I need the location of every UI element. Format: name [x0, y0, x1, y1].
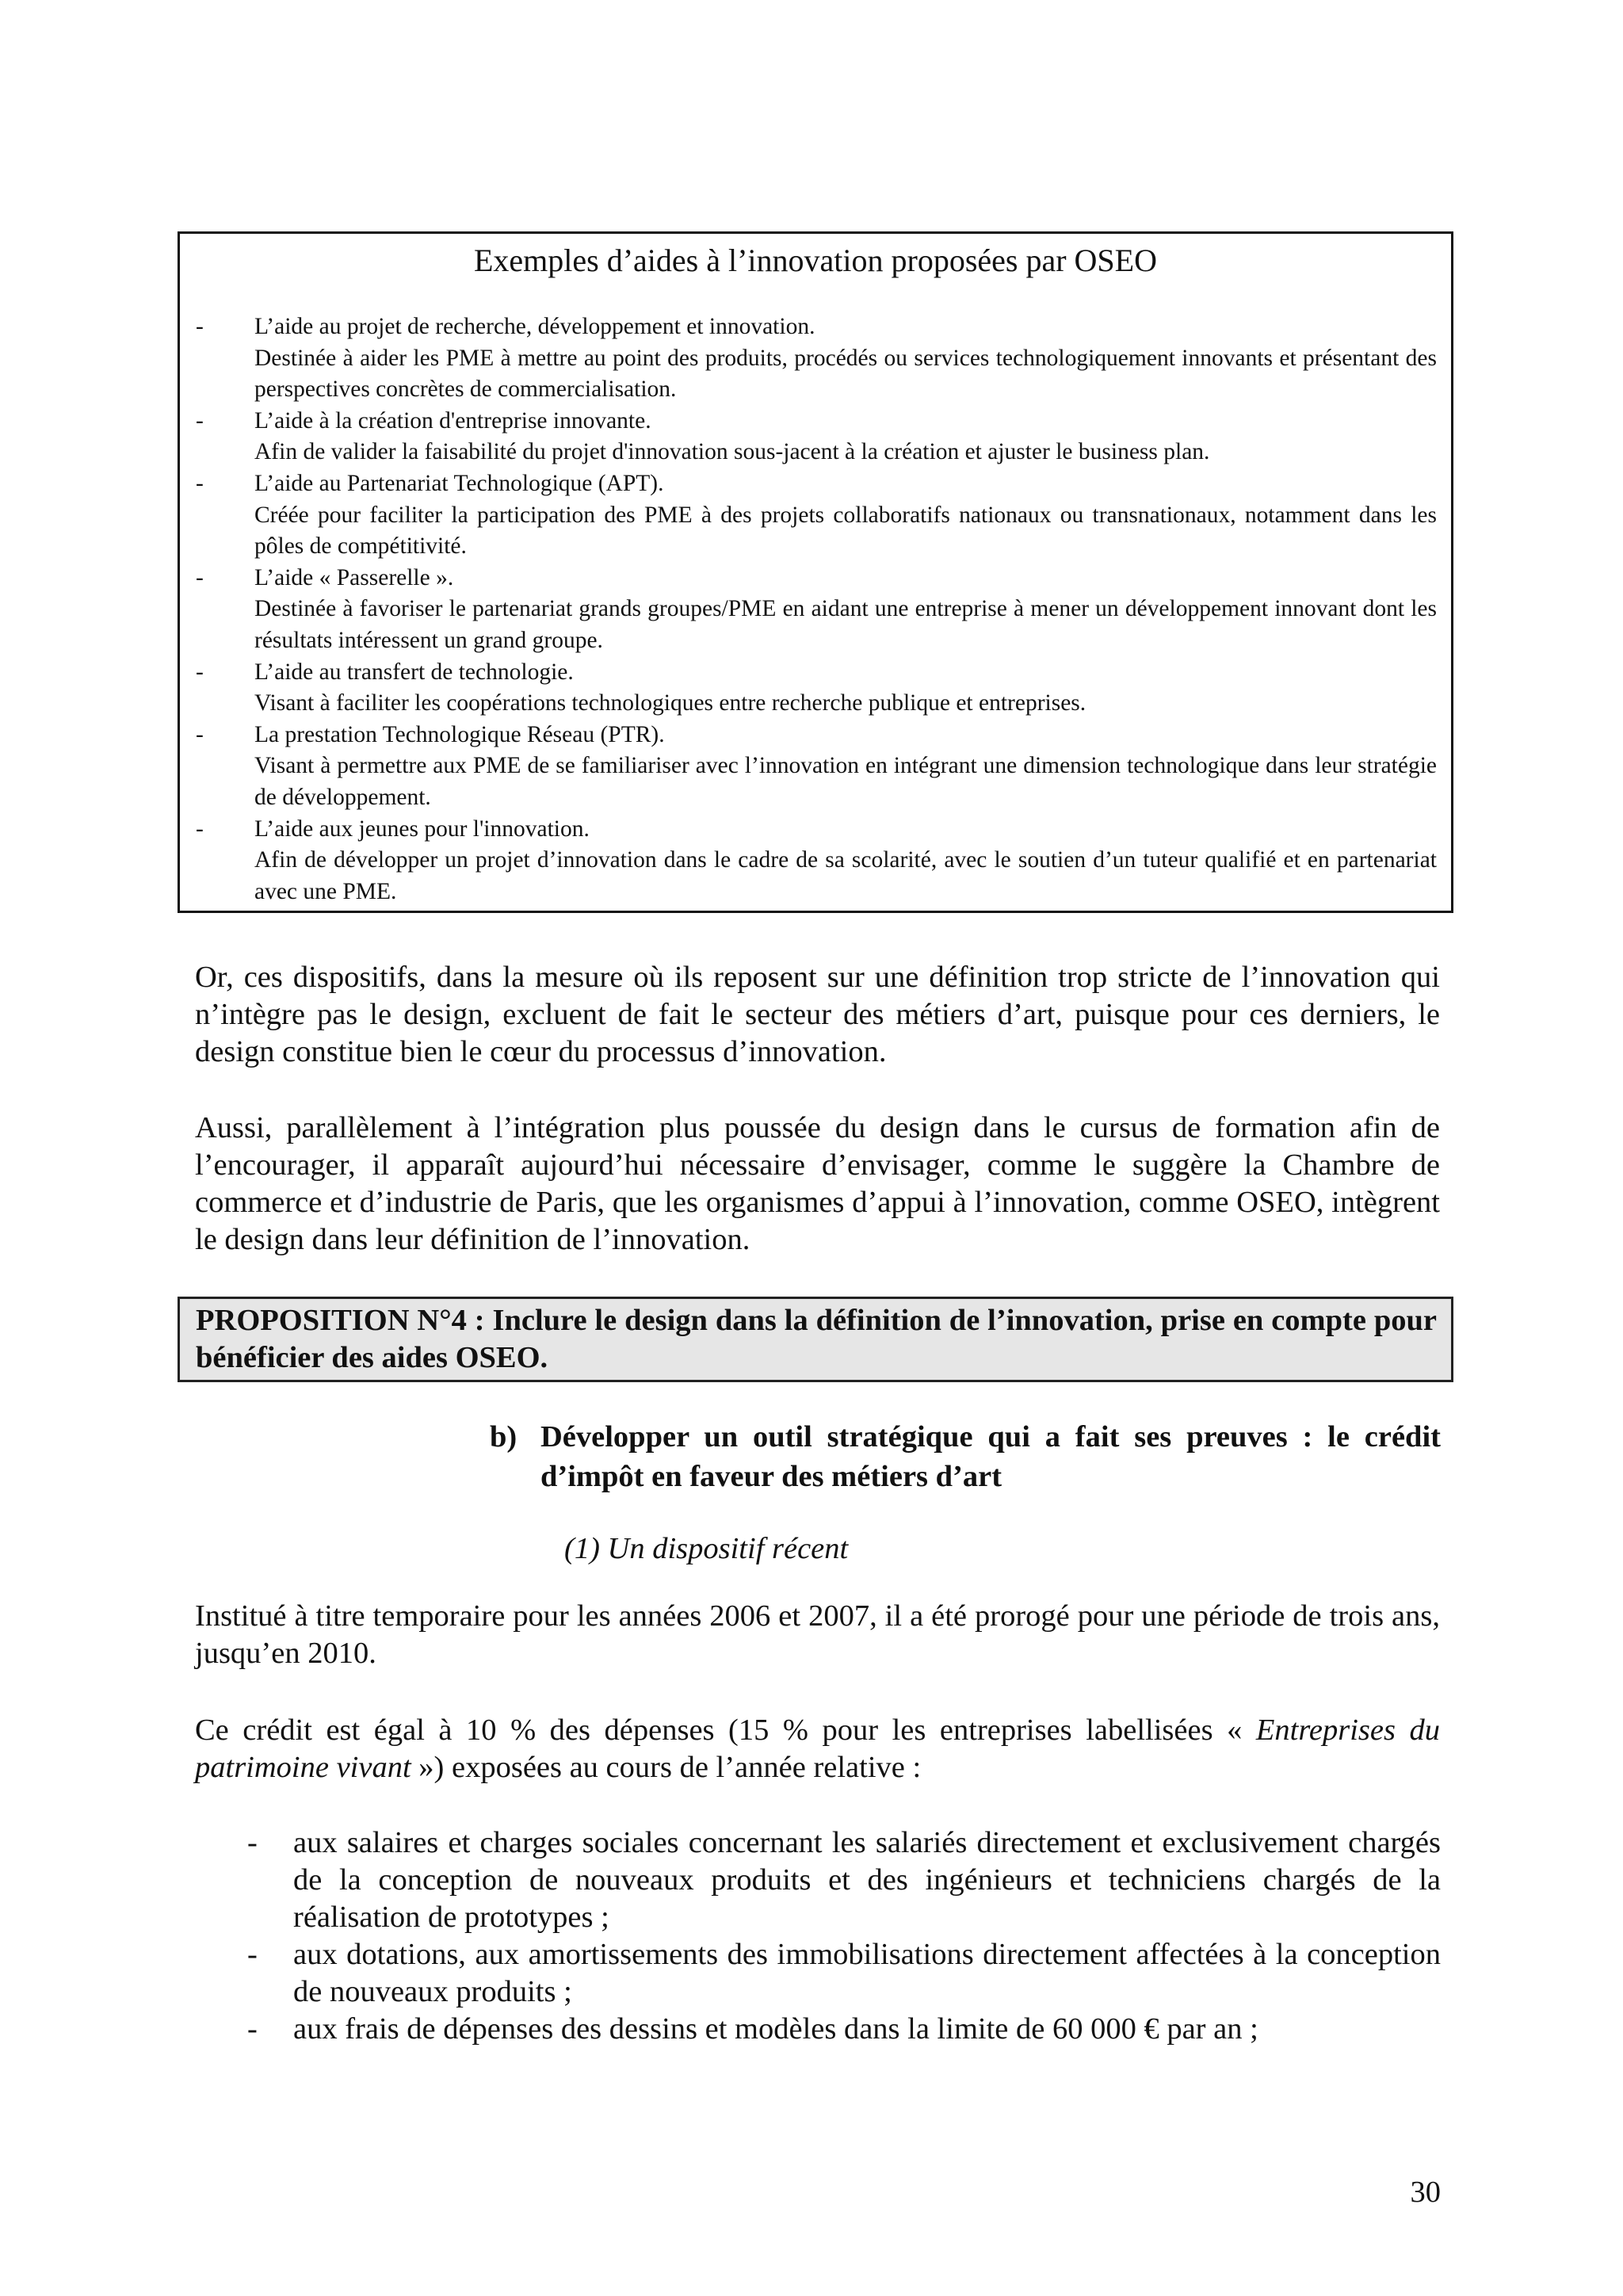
paragraph-design-exclusion: Or, ces dispositifs, dans la mesure où ils reposent sur une définition trop stricte de l’innovation qui n’intègre pas le design, excluent de fait le secteur des métiers d’art, puisque pour ces derniers, le design constitue bien le cœur du processus d’innovation.	[195, 961, 1440, 1068]
list-dash: -	[196, 407, 204, 434]
paragraph-credit-rate	[195, 1712, 1440, 1786]
page-number: 30	[1410, 2176, 1441, 2209]
aid-title: L’aide à la création d'entreprise innovante.	[254, 407, 651, 434]
expense-list	[241, 1824, 1441, 2048]
list-item	[241, 1824, 1441, 1936]
aid-title: L’aide au transfert de technologie.	[254, 659, 574, 685]
subsection-heading-1: (1) Un dispositif récent	[564, 1532, 849, 1565]
list-dash: -	[196, 314, 204, 339]
aid-item	[189, 311, 1437, 406]
aid-description: Créée pour faciliter la participation des PME à des projets collaboratifs nationaux ou transnationaux, notamment dans les pôles de compétitivité.	[254, 502, 1437, 560]
oseo-aids-box	[178, 231, 1453, 913]
section-letter: b)	[490, 1420, 517, 1454]
aid-title: L’aide au Partenariat Technologique (APT).	[254, 470, 664, 496]
credit-rate-text-end: ») exposées au cours de l’année relative :	[411, 1751, 922, 1784]
proposition-4-box: PROPOSITION N°4 : Inclure le design dans la définition de l’innovation, prise en compte pour bénéficier des aides OSEO.	[178, 1297, 1453, 1382]
box-title: Exemples d’aides à l’innovation proposées par OSEO	[473, 243, 1157, 278]
credit-rate-label: Entreprises du patrimoine vivant	[195, 1713, 1440, 1784]
aid-title: L’aide au projet de recherche, développement et innovation.	[254, 314, 815, 339]
list-dash: -	[196, 564, 204, 590]
section-title: Développer un outil stratégique qui a fait ses preuves : le crédit d’impôt en faveur des métiers d’art	[540, 1420, 1441, 1493]
aid-title: L’aide « Passerelle ».	[254, 564, 454, 590]
aid-item	[189, 563, 1437, 657]
list-dash: -	[196, 659, 204, 685]
list-dash: -	[196, 816, 204, 842]
list-dash: -	[247, 2012, 258, 2046]
list-dash: -	[196, 721, 204, 747]
section-heading-b	[490, 1417, 1441, 1496]
aid-description: Destinée à favoriser le partenariat grands groupes/PME en aidant une entreprise à mener un développement innovant dont les résultats intéressent un grand groupe.	[254, 596, 1437, 653]
list-dash: -	[196, 470, 204, 496]
aid-description: Visant à faciliter les coopérations technologiques entre recherche publique et entreprises.	[254, 690, 1086, 716]
aid-item	[189, 720, 1437, 814]
aid-description: Visant à permettre aux PME de se familiariser avec l’innovation en intégrant une dimension technologique dans leur stratégie de développement.	[254, 753, 1437, 810]
aid-title: La prestation Technologique Réseau (PTR).	[254, 721, 665, 747]
list-item	[241, 2011, 1441, 2048]
list-item-text: aux frais de dépenses des dessins et modèles dans la limite de 60 000 € par an ;	[293, 2012, 1258, 2046]
paragraph-design-integration: Aussi, parallèlement à l’intégration plus poussée du design dans le cursus de formation afin de l’encourager, il apparaît aujourd’hui nécessaire d’envisager, comme le suggère la Chambre de commerce et d’industrie de Paris, que les organismes d’appui à l’innovation, comme OSEO, intègrent le design dans leur définition de l’innovation.	[195, 1111, 1440, 1256]
aid-item	[189, 468, 1437, 563]
list-item-text: aux salaires et charges sociales concernant les salariés directement et exclusivement chargés de la conception de nouveaux produits et des ingénieurs et techniciens chargés de la réalisation de prototypes ;	[293, 1826, 1441, 1934]
list-item	[241, 1936, 1441, 2011]
aid-description: Destinée à aider les PME à mettre au point des produits, procédés ou services technologiquement innovants et présentant des perspectives concrètes de commercialisation.	[254, 345, 1437, 403]
aid-title: L’aide aux jeunes pour l'innovation.	[254, 816, 590, 842]
paragraph-institution: Institué à titre temporaire pour les années 2006 et 2007, il a été prorogé pour une période de trois ans, jusqu’en 2010.	[195, 1599, 1440, 1670]
aid-item	[189, 814, 1437, 908]
list-item-text: aux dotations, aux amortissements des immobilisations directement affectées à la conception de nouveaux produits ;	[293, 1938, 1441, 2008]
aid-description: Afin de valider la faisabilité du projet d'innovation sous-jacent à la création et ajuster le business plan.	[254, 439, 1210, 465]
aid-item	[189, 406, 1437, 468]
aid-list	[189, 311, 1437, 907]
list-dash: -	[247, 1938, 258, 1971]
credit-rate-text: Ce crédit est égal à 10 % des dépenses (15 % pour les entreprises labellisées «	[195, 1713, 1256, 1747]
aid-description: Afin de développer un projet d’innovation dans le cadre de sa scolarité, avec le soutien d’un tuteur qualifié et en partenariat avec une PME.	[254, 847, 1437, 904]
list-dash: -	[247, 1826, 258, 1859]
aid-item	[189, 657, 1437, 720]
